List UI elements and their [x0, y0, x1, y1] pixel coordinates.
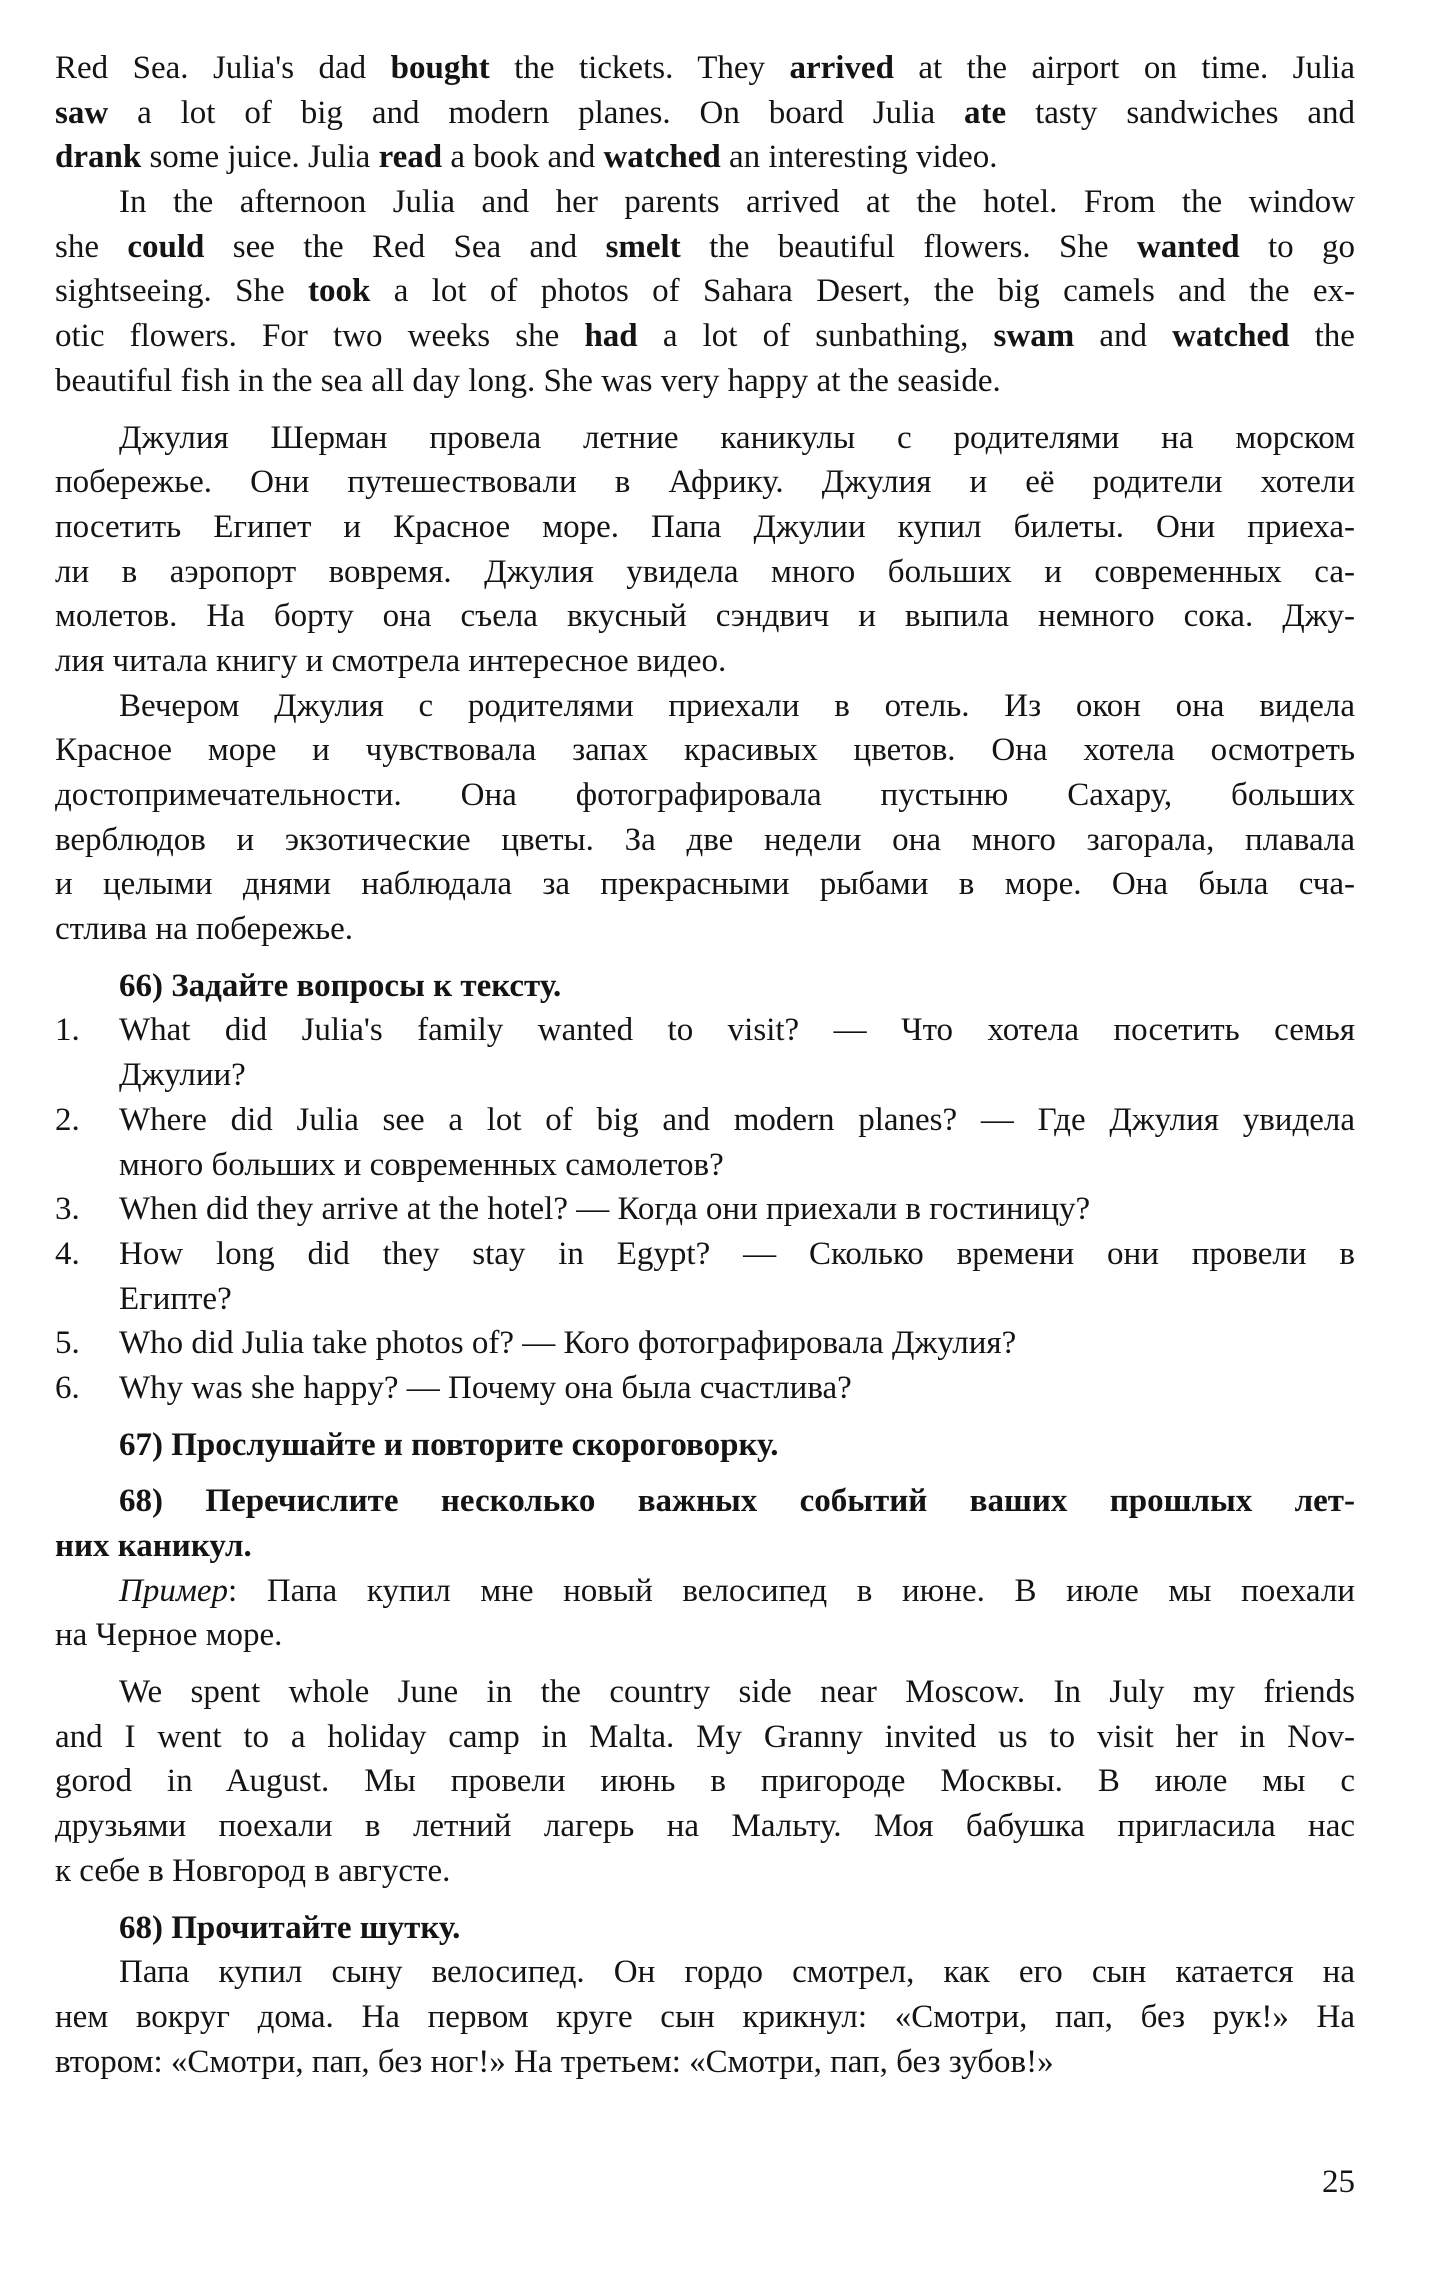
paragraph [55, 1569, 1355, 1658]
text-line: к себе в Новгород в августе. [55, 1852, 451, 1889]
text-line: Красное море и чувствовала запах красивых цветов. Она хотела осмотреть [55, 732, 1355, 769]
text-line: When did they arrive at the hotel? — Когда они приехали в гостиницу? [119, 1191, 1091, 1228]
list-number: 5. [55, 1325, 80, 1362]
bold-word: arrived [789, 50, 894, 86]
text-line: ли в аэропорт вовремя. Джулия увидела много больших и современных са- [55, 553, 1355, 590]
text-line: Вечером Джулия с родителями приехали в отель. Из окон она видела [119, 687, 1355, 724]
paragraph [55, 1670, 1355, 1893]
text-line: втором: «Смотри, пап, без ног!» На третьем: «Смотри, пап, без зубов!» [55, 2043, 1054, 2080]
text-line: 68) Перечислите несколько важных событий ваших прошлых лет- [119, 1483, 1355, 1520]
question-list-item [55, 1008, 1355, 1097]
page-number: 25 [1322, 2164, 1355, 2200]
text-line: Египте? [119, 1280, 232, 1317]
text-line: beautiful fish in the sea all day long. She was very happy at the seaside. [55, 362, 1001, 399]
text-line: посетить Египет и Красное море. Папа Джулии купил билеты. Они приеха- [55, 508, 1355, 545]
section [55, 1423, 1355, 1468]
question-list-item [55, 1098, 1355, 1187]
paragraph [55, 416, 1355, 684]
bold-word: bought [390, 50, 490, 86]
text-line: In the afternoon Julia and her parents arrived at the hotel. From the window [119, 184, 1355, 221]
bold-word: swam [993, 318, 1075, 355]
question-list-item [55, 1366, 1355, 1411]
text-line: друзьями поехали в летний лагерь на Мальту. Моя бабушка пригласила нас [55, 1808, 1355, 1845]
text-line: Джулии? [119, 1057, 246, 1094]
book-page-text [55, 46, 1355, 2084]
section [55, 416, 1355, 952]
list-number: 3. [55, 1191, 80, 1228]
text-line: saw a lot of big and modern planes. On board Julia ate tasty sandwiches and [55, 94, 1355, 131]
text-line: лия читала книгу и смотрела интересное видео. [55, 642, 727, 679]
section [55, 1670, 1355, 1893]
text-line: молетов. На борту она съела вкусный сэндвич и выпила немного сока. Джу- [55, 598, 1355, 635]
text-line: and I went to a holiday camp in Malta. My Granny invited us to visit her in Nov- [55, 1718, 1355, 1755]
bold-word: wanted [1136, 228, 1240, 265]
section [55, 46, 1355, 404]
text-line: Папа купил сыну велосипед. Он гордо смотрел, как его сын катается на [119, 1954, 1355, 1991]
text-line: на Черное море. [55, 1617, 283, 1654]
exercise-heading [55, 964, 1355, 1009]
paragraph [55, 46, 1355, 180]
section [55, 1906, 1355, 2085]
text-line: What did Julia's family wanted to visit? — Что хотела посетить семья [119, 1012, 1355, 1049]
paragraph [55, 684, 1355, 952]
list-number: 2. [55, 1101, 80, 1138]
text-line: otic flowers. For two weeks she had a lot of sunbathing, swam and watched the [55, 318, 1355, 355]
bold-word: watched [1172, 318, 1290, 355]
text-line: верблюдов и экзотические цветы. За две недели она много загорала, плавала [55, 821, 1355, 858]
paragraph [55, 180, 1355, 403]
exercise-heading [55, 1906, 1355, 1951]
bold-word: watched [603, 139, 721, 176]
text-line: много больших и современных самолетов? [119, 1146, 724, 1183]
exercise-heading [55, 1479, 1355, 1568]
bold-word: had [584, 318, 638, 355]
bold-word: ate [964, 94, 1007, 131]
question-list-item [55, 1187, 1355, 1232]
text-line: Пример: Папа купил мне новый велосипед в июне. В июле мы поехали [119, 1572, 1355, 1609]
text-line: достопримечательности. Она фотографировала пустыню Сахару, больших [55, 777, 1355, 813]
text-line: Red Sea. Julia's dad bought the tickets. They arrived at the airport on time. Julia [55, 50, 1355, 86]
text-line: нем вокруг дома. На первом круге сын крикнул: «Смотри, пап, без рук!» На [55, 1998, 1355, 2035]
text-line: стлива на побережье. [55, 911, 354, 948]
text-line: gorod in August. Мы провели июнь в пригороде Москвы. В июле мы с [55, 1763, 1355, 1800]
text-line: How long did they stay in Egypt? — Сколько времени они провели в [119, 1235, 1355, 1272]
text-line: 67) Прослушайте и повторите скороговорку. [119, 1426, 779, 1463]
paragraph [55, 1950, 1355, 2084]
list-number: 4. [55, 1235, 80, 1272]
list-number: 1. [55, 1012, 80, 1049]
exercise-heading [55, 1423, 1355, 1468]
bold-word: drank [55, 139, 142, 176]
text-line: них каникул. [55, 1528, 252, 1564]
bold-word: took [307, 273, 371, 310]
section [55, 1479, 1355, 1658]
italic-word: Пример [119, 1572, 229, 1609]
list-number: 6. [55, 1369, 80, 1406]
bold-word: could [127, 228, 205, 265]
bold-word: saw [55, 94, 109, 131]
question-list-item [55, 1232, 1355, 1321]
text-line: We spent whole June in the country side near Moscow. In July my friends [119, 1674, 1355, 1711]
bold-word: smelt [605, 228, 681, 265]
text-line: drank some juice. Julia read a book and watched an interesting video. [55, 139, 998, 176]
text-line: 68) Прочитайте шутку. [119, 1909, 461, 1946]
text-line: 66) Задайте вопросы к тексту. [119, 967, 562, 1004]
text-line: she could see the Red Sea and smelt the beautiful flowers. She wanted to go [55, 228, 1355, 265]
text-line: Джулия Шерман провела летние каникулы с родителями на морском [119, 419, 1355, 456]
question-list-item [55, 1321, 1355, 1366]
text-line: Why was she happy? — Почему она была счастлива? [119, 1369, 852, 1406]
text-line: Where did Julia see a lot of big and modern planes? — Где Джулия увидела [119, 1101, 1355, 1138]
text-line: sightseeing. She took a lot of photos of Sahara Desert, the big camels and the ex- [55, 273, 1355, 310]
text-line: Who did Julia take photos of? — Кого фотографировала Джулия? [119, 1325, 1017, 1362]
section [55, 964, 1355, 1411]
text-line: и целыми днями наблюдала за прекрасными рыбами в море. Она была сча- [55, 866, 1355, 903]
bold-word: read [378, 139, 443, 176]
text-line: побережье. Они путешествовали в Африку. Джулия и её родители хотели [55, 464, 1355, 501]
